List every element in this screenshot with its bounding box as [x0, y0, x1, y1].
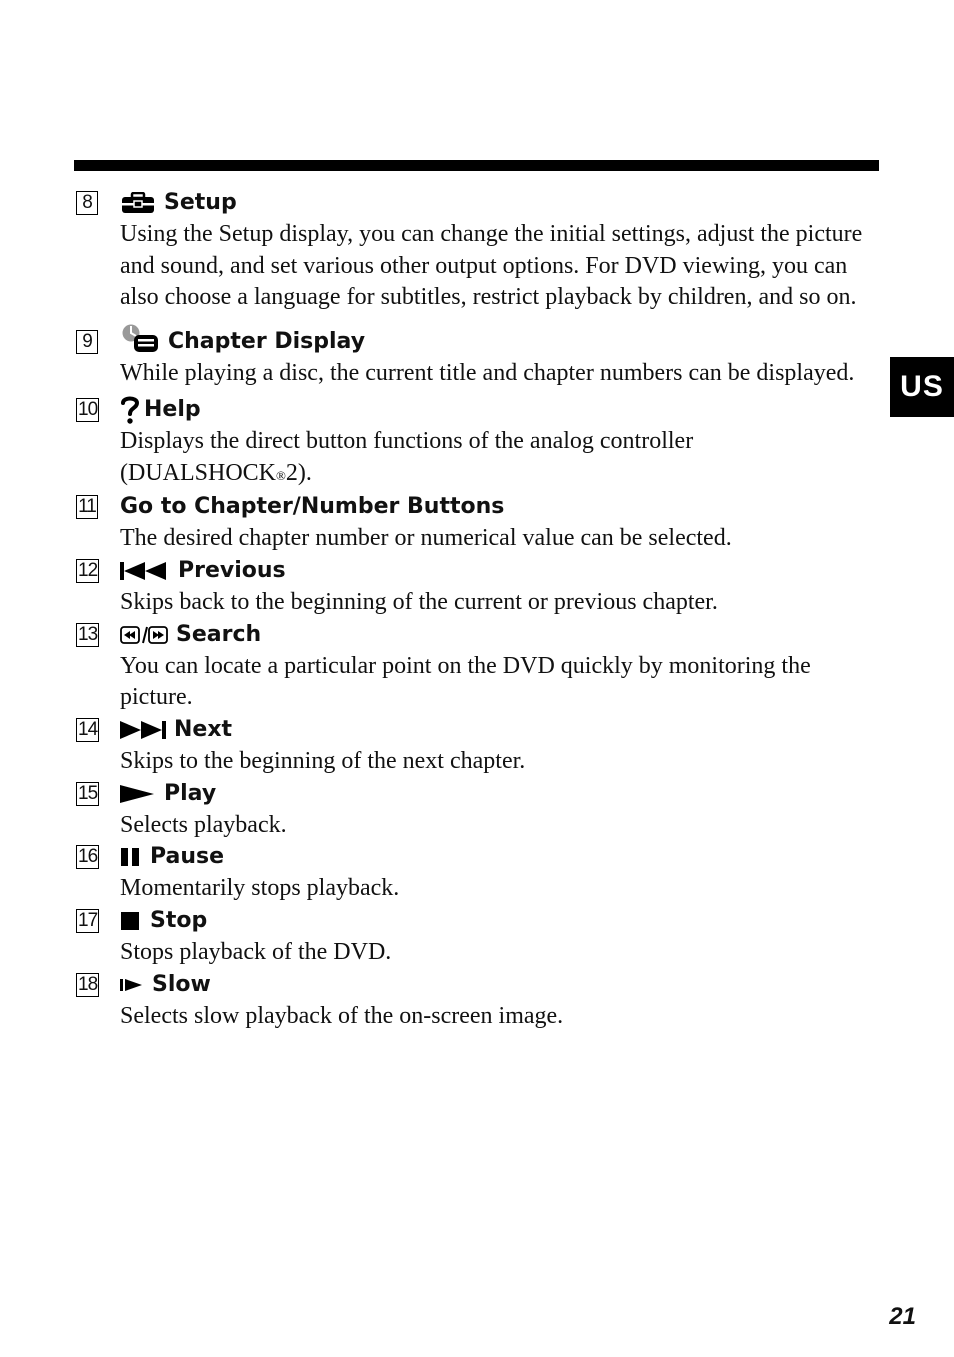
item-number: 11 [76, 495, 98, 519]
item-description: You can locate a particular point on the DVD quickly by monitoring the picture. [120, 652, 811, 711]
page-number: 21 [889, 1303, 916, 1330]
item-title: Search [120, 619, 886, 651]
previous-icon [120, 559, 166, 583]
list-item [76, 491, 886, 555]
top-rule [74, 160, 879, 171]
item-description: Selects playback. [120, 811, 287, 838]
list-item [76, 841, 886, 905]
item-number: 17 [78, 910, 98, 932]
item-number: 10 [78, 398, 98, 420]
item-title: Play [120, 778, 886, 810]
item-description: Using the Setup display, you can change the initial settings, adjust the picture and sound, and set various other output options. For DVD viewing, you can also choose a language for subtitles, restrict playback by children, and so on. [120, 221, 863, 311]
item-title: Go to Chapter/Number Buttons [120, 494, 505, 520]
item-number: 8 [76, 191, 98, 215]
item-number: 16 [78, 846, 98, 868]
item-description: Skips back to the beginning of the current or previous chapter. [120, 588, 718, 615]
language-tab: US [890, 357, 954, 417]
pause-icon [120, 845, 142, 869]
item-description: Selects slow playback of the on-screen image. [120, 1002, 564, 1029]
button-list [76, 187, 886, 1033]
item-number: 18 [78, 973, 98, 995]
toolbox-icon [120, 191, 156, 215]
list-item [76, 394, 886, 491]
list-item [76, 969, 886, 1033]
list-item [76, 619, 886, 714]
item-number: 14 [78, 719, 98, 741]
slow-icon [120, 973, 142, 997]
item-title: Next [120, 714, 886, 746]
item-number: 12 [78, 559, 98, 581]
next-icon [120, 718, 166, 742]
list-item [76, 778, 886, 842]
item-number: 9 [76, 330, 98, 354]
list-item [76, 714, 886, 778]
item-title: Chapter Display [120, 326, 886, 358]
search-scan-icon [120, 623, 168, 647]
item-title: Slow [120, 969, 886, 1001]
item-number: 13 [78, 623, 98, 645]
item-description: Skips to the beginning of the next chapter. [120, 748, 526, 775]
list-item [76, 555, 886, 619]
list-item [76, 326, 886, 390]
item-title: Help [120, 394, 886, 426]
item-description: Momentarily stops playback. [120, 875, 400, 902]
item-description: The desired chapter number or numerical value can be selected. [120, 525, 732, 552]
item-description: Displays the direct button functions of the analog controller (DUALSHOCK®2). [120, 427, 694, 486]
item-title: Stop [120, 905, 886, 937]
item-number: 15 [78, 782, 98, 804]
play-icon [120, 782, 154, 806]
item-description: While playing a disc, the current title and chapter numbers can be displayed. [120, 360, 855, 387]
question-icon [120, 398, 140, 422]
item-title: Pause [120, 841, 886, 873]
stop-icon [120, 909, 142, 933]
item-title: Setup [120, 187, 886, 219]
list-item [76, 187, 886, 314]
list-item [76, 905, 886, 969]
item-title: Previous [120, 555, 886, 587]
chapter-display-icon [120, 330, 160, 354]
item-description: Stops playback of the DVD. [120, 939, 392, 966]
